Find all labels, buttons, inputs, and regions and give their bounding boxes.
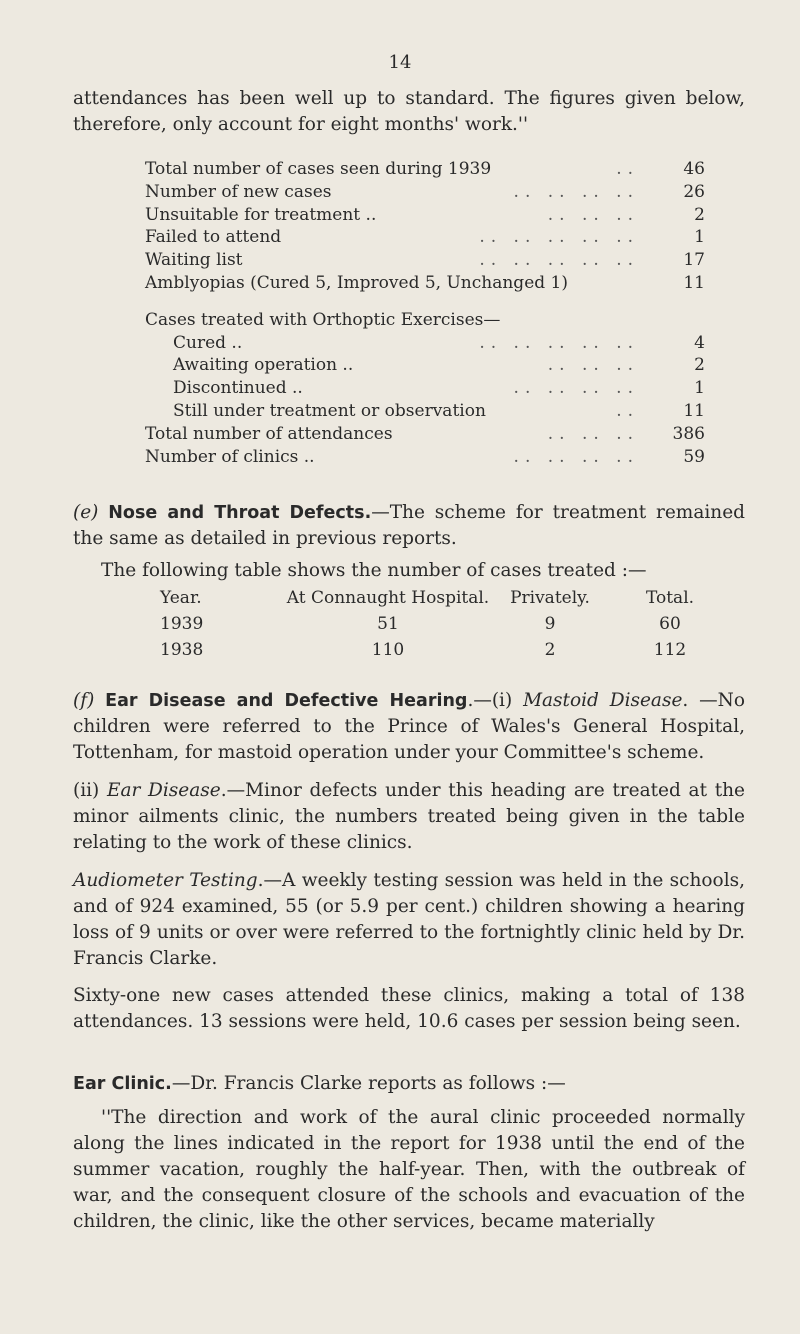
- column-header: Privately.: [510, 588, 590, 608]
- quote-paragraph: ''The direction and work of the aural clinic proceeded normally along the lines indicated in the report for 1938 until the end of the summer vacation, roughly the half-year. Then, with the outbreak of war, and the consequent closure of the schools and evacuation of the children, the clinic, like the other services, became materially: [73, 1107, 745, 1232]
- orthoptic-row: Discontinued .. .. .. .. .. 1: [173, 378, 705, 399]
- page-number: 14: [388, 52, 412, 73]
- orthoptic-statistics: [145, 158, 705, 468]
- table-cell: 1939: [160, 614, 204, 634]
- table-intro: The following table shows the number of cases treated :—: [101, 560, 647, 581]
- table-cell: 60: [659, 614, 681, 634]
- sub-i-label: .—(i): [467, 690, 524, 711]
- stats-row: Waiting list .. .. .. .. .. 17: [145, 250, 705, 271]
- stats-row: Number of new cases .. .. .. .. 26: [145, 181, 705, 202]
- ear-clinic-text: —Dr. Francis Clarke reports as follows :—: [171, 1073, 566, 1094]
- stats-row: Unsuitable for treatment .. .. .. .. 2: [145, 204, 705, 225]
- ear-disease-text: .—Minor defects under this heading are treated at the minor ailments clinic, the numbers treated being given in the table relating to the work of these clinics.: [73, 780, 745, 853]
- nose-throat-table: [160, 585, 720, 663]
- table-header-row: [160, 585, 720, 611]
- column-header: Year.: [160, 588, 202, 608]
- orthoptic-row: Still under treatment or observation .. 11: [173, 400, 705, 421]
- totals-row: Number of clinics .. .. .. .. .. 59: [145, 446, 705, 467]
- section-e-text: —The scheme for treatment remained the same as detailed in previous reports.: [73, 502, 745, 549]
- intro-paragraph: attendances has been well up to standard. The figures given below, therefore, only account for eight months' work.'': [73, 88, 745, 135]
- column-header: At Connaught Hospital.: [286, 588, 490, 608]
- stats-row: Amblyopias (Cured 5, Improved 5, Unchanged 1) 11: [145, 272, 705, 293]
- sixty-one-paragraph: Sixty-one new cases attended these clinics, making a total of 138 attendances. 13 sessions were held, 10.6 cases per session being seen.: [73, 985, 745, 1032]
- mastoid-text: . —No children were referred to the Prince of Wales's General Hospital, Tottenham, for mastoid operation under your Committee's scheme.: [73, 690, 745, 763]
- orthoptic-row: Cured .. .. .. .. .. .. 4: [173, 332, 705, 353]
- mastoid-title: Mastoid Disease: [523, 690, 683, 711]
- section-e-heading: Nose and Throat Defects.: [108, 503, 372, 523]
- section-f-paragraph: [73, 688, 745, 766]
- audiometer-text: .—A weekly testing session was held in the schools, and of 924 examined, 55 (or 5.9 per cent.) children showing a hearing loss of 9 units or over were referred to the fortnightly clinic held by Dr. Francis Clarke.: [73, 870, 745, 969]
- table-cell: 112: [653, 640, 687, 660]
- orthoptic-heading: Cases treated with Orthoptic Exercises—: [145, 309, 501, 330]
- table-cell: 1938: [160, 640, 204, 660]
- table-cell: 110: [371, 640, 405, 660]
- ear-clinic-heading: Ear Clinic.: [73, 1074, 172, 1094]
- table-row: [160, 611, 720, 637]
- ear-disease-title: Ear Disease: [106, 780, 221, 801]
- table-cell: 51: [377, 614, 399, 634]
- table-cell: 2: [544, 640, 556, 660]
- orthoptic-row: Awaiting operation .. .. .. .. 2: [173, 355, 705, 376]
- section-e-marker: (e): [73, 502, 99, 523]
- stats-row: Total number of cases seen during 1939 .. 46: [145, 159, 705, 179]
- audiometer-paragraph: [73, 868, 745, 972]
- sub-ii-label: (ii): [73, 780, 107, 801]
- table-cell: 9: [544, 614, 556, 634]
- stats-row: Failed to attend .. .. .. .. .. 1: [145, 227, 705, 248]
- table-row: [160, 637, 720, 663]
- section-e-paragraph: [73, 500, 745, 552]
- audiometer-title: Audiometer Testing: [73, 870, 258, 891]
- totals-row: Total number of attendances .. .. .. 386: [145, 423, 705, 444]
- ear-disease-paragraph: [73, 778, 745, 856]
- section-f-marker: (f): [73, 690, 95, 711]
- section-f-heading: Ear Disease and Defective Hearing: [105, 691, 468, 711]
- column-header: Total.: [645, 588, 695, 608]
- ear-clinic-paragraph: [73, 1071, 745, 1097]
